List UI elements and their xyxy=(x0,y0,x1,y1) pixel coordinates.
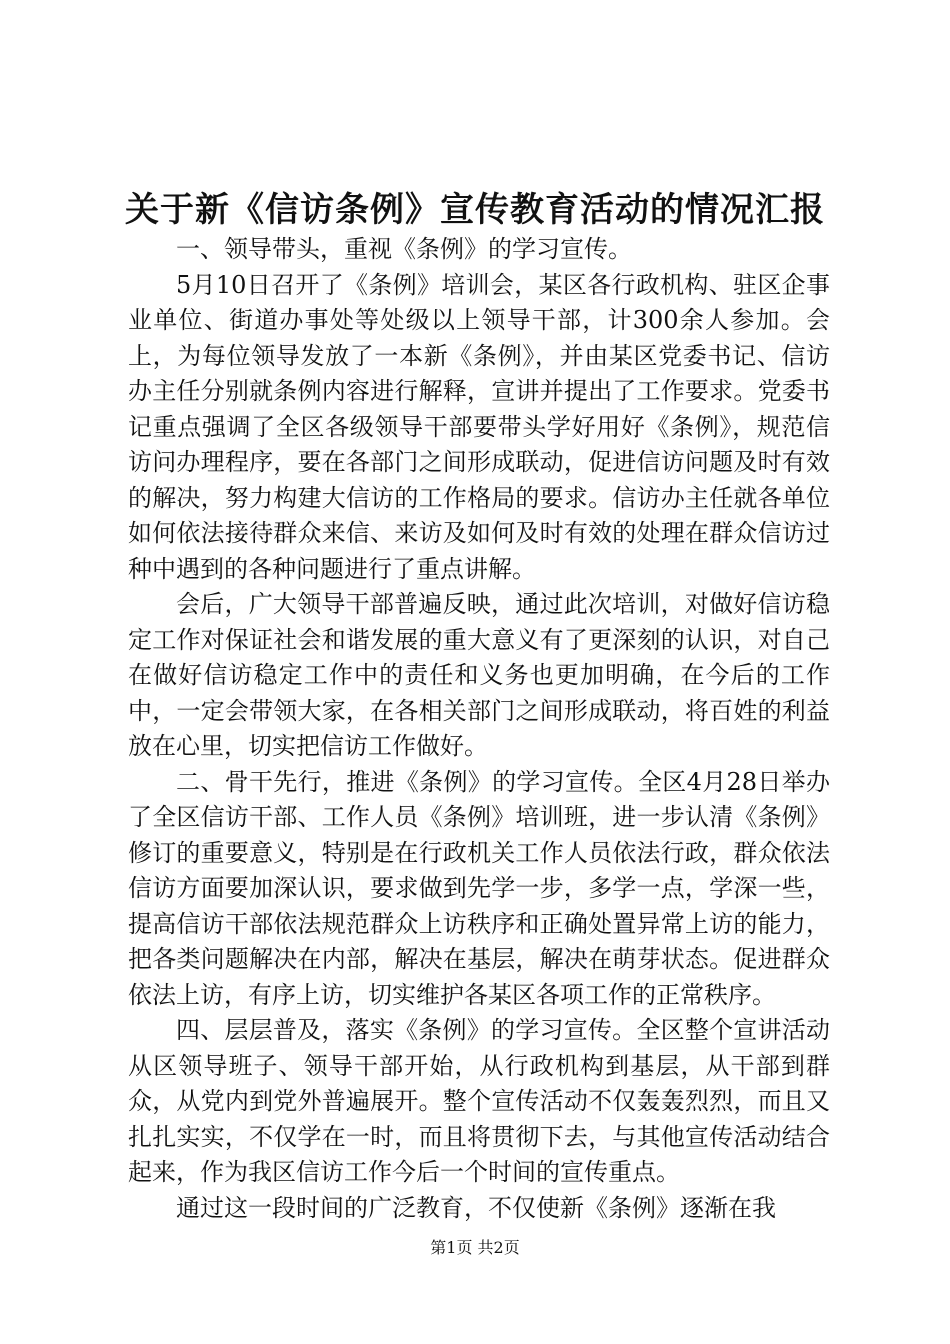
paragraph-section-2: 二、骨干先行，推进《条例》的学习宣传。全区4月28日举办了全区信访干部、工作人员《条例》培训班，进一步认清《条例》修订的重要意义，特别是在行政机关工作人员依法行政，群众依法信访方面要加深认识，要求做到先学一步，多学一点，学深一些，提高信访干部依法规范群众上访秩序和正确处置异常上访的能力，把各类问题解决在内部，解决在基层，解决在萌芽状态。促进群众依法上访，有序上访，切实维护各某区各项工作的正常秩序。 xyxy=(128,767,830,1009)
paragraph-feedback: 会后，广大领导干部普遍反映，通过此次培训，对做好信访稳定工作对保证社会和谐发展的重大意义有了更深刻的认识，对自己在做好信访稳定工作中的责任和义务也更加明确，在今后的工作中，一定会带领大家，在各相关部门之间形成联动，将百姓的利益放在心里，切实把信访工作做好。 xyxy=(128,590,830,760)
document-body xyxy=(128,232,830,1226)
paragraph-section-4: 四、层层普及，落实《条例》的学习宣传。全区整个宣讲活动从区领导班子、领导干部开始，从行政机构到基层，从干部到群众，从党内到党外普遍展开。整个宣传活动不仅轰轰烈烈，而且又扎扎实实，不仅学在一时，而且将贯彻下去，与其他宣传活动结合起来，作为我区信访工作今后一个时间的宣传重点。 xyxy=(128,1016,830,1186)
section-heading-1: 一、领导带头，重视《条例》的学习宣传。 xyxy=(176,235,632,263)
page-number-footer: 第1页 共2页 xyxy=(430,1238,520,1257)
paragraph-training-meeting: 5月10日召开了《条例》培训会，某区各行政机构、驻区企事业单位、街道办事处等处级以上领导干部，计300余人参加。会上，为每位领导发放了一本新《条例》，并由某区党委书记、信访办主任分别就条例内容进行解释，宣讲并提出了工作要求。党委书记重点强调了全区各级领导干部要带头学好用好《条例》，规范信访问办理程序，要在各部门之间形成联动，促进信访问题及时有效的解决，努力构建大信访的工作格局的要求。信访办主任就各单位如何依法接待群众来信、来访及如何及时有效的处理在群众信访过种中遇到的各种问题进行了重点讲解。 xyxy=(128,270,830,583)
document-title: 关于新《信访条例》宣传教育活动的情况汇报 xyxy=(125,190,825,230)
paragraph-conclusion: 通过这一段时间的广泛教育，不仅使新《条例》逐渐在我 xyxy=(176,1193,776,1222)
